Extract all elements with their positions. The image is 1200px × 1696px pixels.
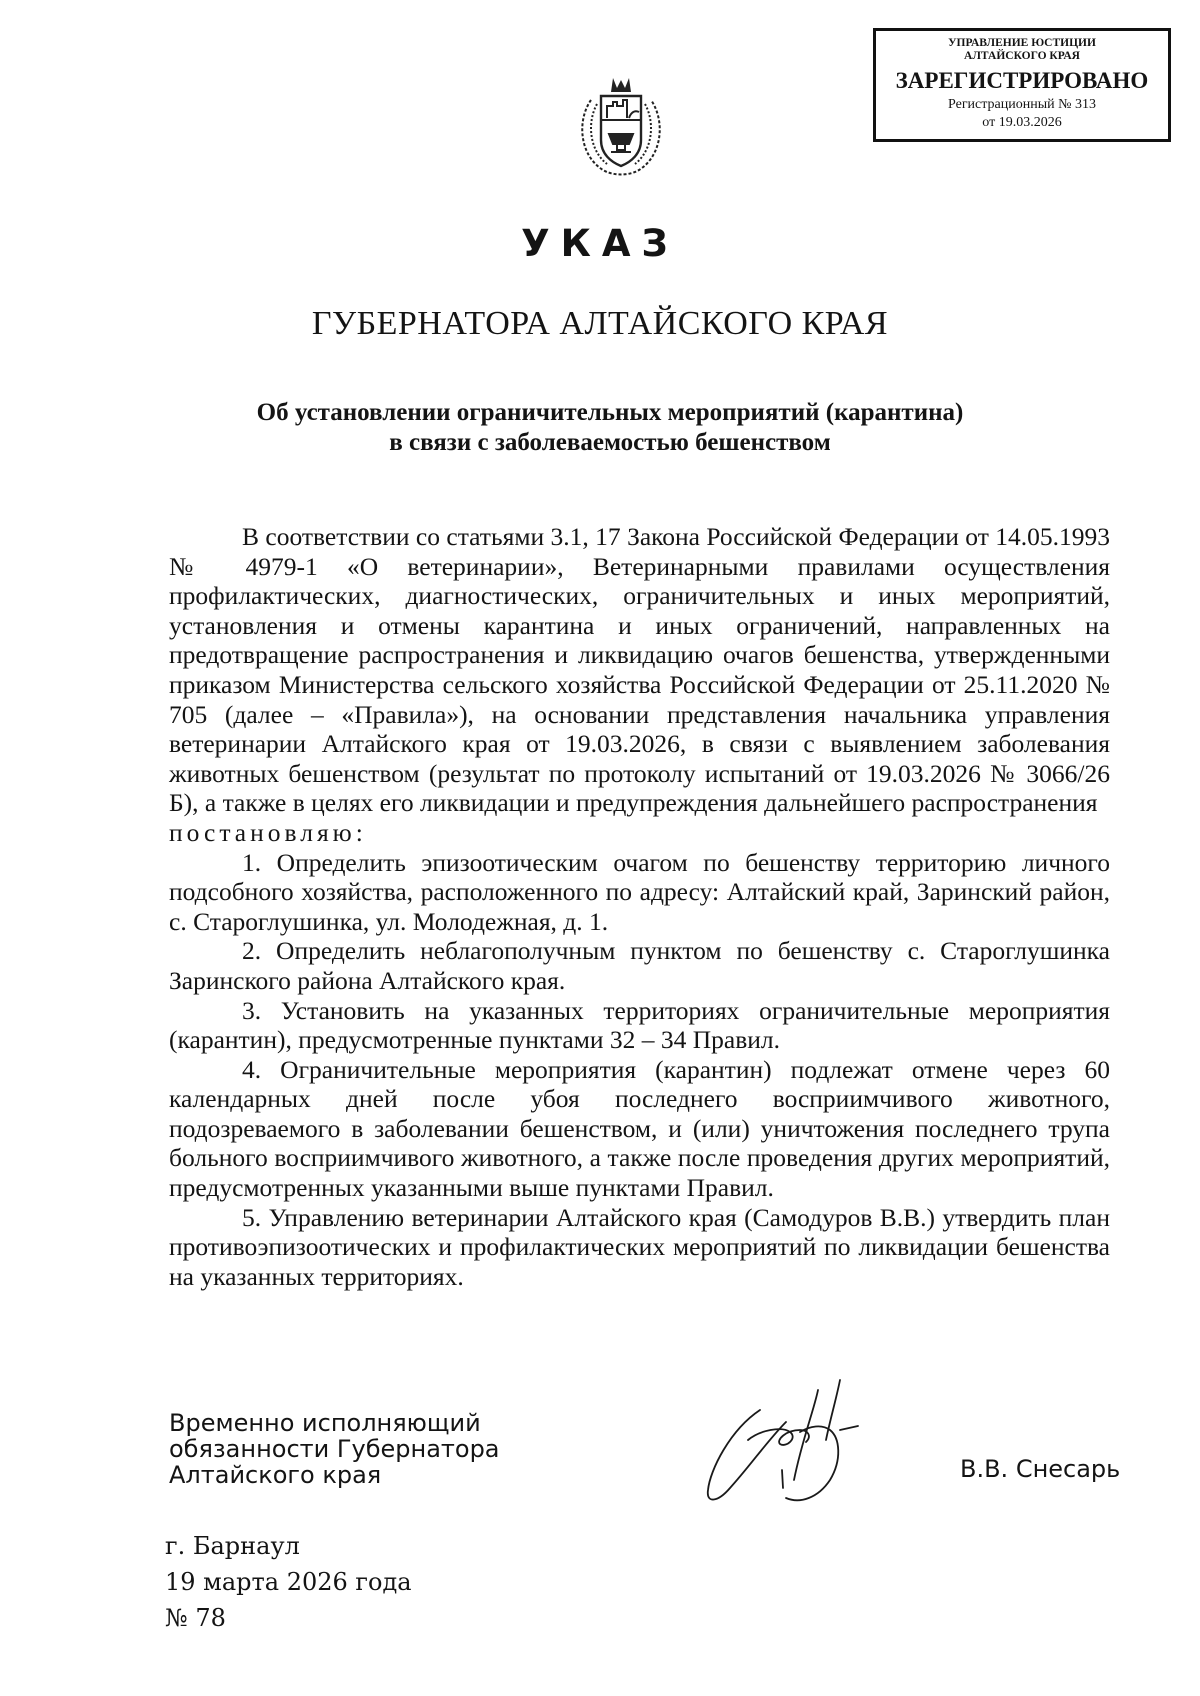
stamp-reg-date: от 19.03.2026 bbox=[982, 115, 1062, 130]
stamp-reg-number: Регистрационный № 313 bbox=[948, 97, 1096, 112]
signatory-name: В.В. Снесарь bbox=[960, 1455, 1121, 1483]
document-subtitle: ГУБЕРНАТОРА АЛТАЙСКОГО КРАЯ bbox=[311, 305, 889, 342]
item-2: 2. Определить неблагополучным пунктом по бешенству с. Староглушинка Заринского района Алтайского края. bbox=[169, 936, 1110, 995]
item-1: 1. Определить эпизоотическим очагом по бешенству территорию личного подсобного хозяйства, расположенного по адресу: Алтайский край, Заринский район, с. Староглушинка, ул. Молодежная, д. 1. bbox=[169, 847, 1110, 936]
item-5: 5. Управлению ветеринарии Алтайского края (Самодуров В.В.) утвердить план противоэпизоотических и профилактических мероприятий по ликвидации бешенства на указанных территориях. bbox=[169, 1202, 1110, 1291]
stamp-status: ЗАРЕГИСТРИРОВАНО bbox=[895, 68, 1149, 93]
decree-word: постановляю: bbox=[169, 817, 367, 847]
handwritten-signature bbox=[690, 1370, 890, 1520]
document-body bbox=[169, 522, 1110, 1291]
footer-date: 19 марта 2026 года bbox=[165, 1568, 412, 1596]
stamp-organization: УПРАВЛЕНИЕ ЮСТИЦИИ АЛТАЙСКОГО КРАЯ bbox=[948, 37, 1096, 62]
footer-number: № 78 bbox=[165, 1604, 226, 1632]
heading-line-2: в связи с заболеваемостью бешенством bbox=[389, 429, 831, 456]
document-heading bbox=[140, 398, 1080, 458]
footer-city: г. Барнаул bbox=[165, 1532, 300, 1560]
item-3: 3. Установить на указанных территориях ограничительные мероприятия (карантин), предусмотренные пунктами 32 – 34 Правил. bbox=[169, 995, 1110, 1055]
item-4: 4. Ограничительные мероприятия (карантин) подлежат отмене через 60 календарных дней после убоя последнего восприимчивого животного, подозреваемого в заболевании бешенством, и (или) уничтожения последнего трупа больного восприимчивого животного, а также после проведения других мероприятий, предусмотренных указанными выше пунктами Правил. bbox=[169, 1054, 1110, 1203]
preamble: В соответствии со статьями 3.1, 17 Закона Российской Федерации от 14.05.1993 № 4979-1 «О ветеринарии», Ветеринарными правилами осуществления профилактических, диагностических, ограничительных и иных мероприятий, установления и отмены карантина и иных ограничений, направленных на предотвращение распространения и ликвидацию очагов бешенства, утвержденными приказом Министерства сельского хозяйства Российской Федерации от 25.11.2020 № 705 (далее – «Правила»), на основании представления начальника управления ветеринарии Алтайского края от 19.03.2026, в связи с выявлением заболевания животных бешенством (результат по протоколу испытаний от 19.03.2026 № 3066/26 Б), а также в целях его ликвидации и предупреждения дальнейшего распространения bbox=[169, 522, 1110, 818]
document-title: УКАЗ bbox=[521, 222, 679, 265]
registration-stamp bbox=[873, 28, 1171, 142]
coat-of-arms-altai-icon bbox=[573, 70, 669, 180]
document-footer bbox=[165, 1528, 412, 1636]
signatory-position: Временно исполняющий обязанности Губернатора Алтайского края bbox=[169, 1409, 500, 1489]
heading-line-1: Об установлении ограничительных мероприятий (карантина) bbox=[256, 399, 964, 426]
